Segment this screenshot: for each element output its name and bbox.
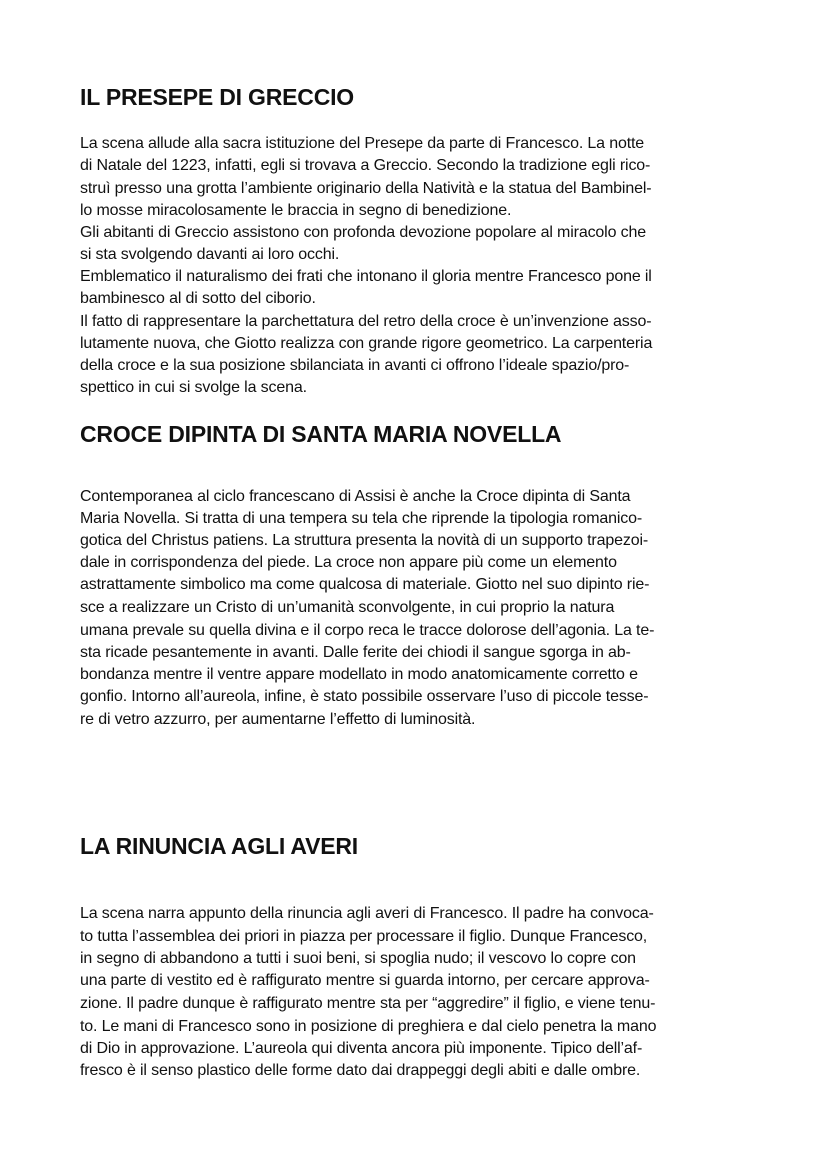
paragraph-line: Il fatto di rappresentare la parchettatura del retro della croce è un’invenzione asso- [80, 313, 652, 330]
paragraph-line: Contemporanea al ciclo francescano di Assisi è anche la Croce dipinta di Santa [80, 488, 631, 505]
paragraph-line: si sta svolgendo davanti ai loro occhi. [80, 246, 340, 263]
paragraph-line: gotica del Christus patiens. La struttura presenta la novità di un supporto trapezoi- [80, 532, 649, 549]
paragraph-line: fresco è il senso plastico delle forme dato dai drappeggi degli abiti e dalle ombre. [80, 1062, 641, 1079]
paragraph-line: dale in corrispondenza del piede. La croce non appare più come un elemento [80, 554, 617, 571]
paragraph-line: re di vetro azzurro, per aumentarne l’effetto di luminosità. [80, 711, 476, 728]
paragraph-line: Maria Novella. Si tratta di una tempera su tela che riprende la tipologia romanico- [80, 510, 643, 527]
paragraph-line: umana prevale su quella divina e il corpo reca le tracce dolorose dell’agonia. La te- [80, 622, 655, 639]
paragraph-line: di Natale del 1223, infatti, egli si trovava a Greccio. Secondo la tradizione egli rico- [80, 157, 651, 174]
paragraph-line: lo mosse miracolosamente le braccia in segno di benedizione. [80, 202, 512, 219]
paragraph-line: in segno di abbandono a tutti i suoi beni, si spoglia nudo; il vescovo lo copre con [80, 950, 636, 967]
paragraph-line: una parte di vestito ed è raffigurato mentre si guarda intorno, per cercare approva- [80, 972, 650, 989]
paragraph-line: Gli abitanti di Greccio assistono con profonda devozione popolare al miracolo che [80, 224, 646, 241]
paragraph-line: to. Le mani di Francesco sono in posizione di preghiera e dal cielo penetra la mano [80, 1018, 657, 1035]
paragraph-line: Emblematico il naturalismo dei frati che intonano il gloria mentre Francesco pone il [80, 268, 652, 285]
section-title: IL PRESEPE DI GRECCIO [80, 84, 354, 110]
paragraph-line: astrattamente simbolico ma come qualcosa di materiale. Giotto nel suo dipinto rie- [80, 576, 650, 593]
paragraph-line: di Dio in approvazione. L’aureola qui diventa ancora più imponente. Tipico dell’af- [80, 1040, 643, 1057]
paragraph-line: bondanza mentre il ventre appare modellato in modo anatomicamente corretto e [80, 666, 638, 683]
paragraph-line: to tutta l’assemblea dei priori in piazza per processare il figlio. Dunque Francesco, [80, 928, 648, 945]
paragraph-line: sce a realizzare un Cristo di un’umanità sconvolgente, in cui proprio la natura [80, 599, 615, 616]
paragraph-line: struì presso una grotta l’ambiente originario della Natività e la statua del Bambinel- [80, 180, 652, 197]
section-title: CROCE DIPINTA DI SANTA MARIA NOVELLA [80, 421, 562, 447]
paragraph-line: La scena narra appunto della rinuncia agli averi di Francesco. Il padre ha convoca- [80, 905, 654, 922]
paragraph-line: sta ricade pesantemente in avanti. Dalle ferite dei chiodi il sangue sgorga in ab- [80, 644, 631, 661]
section-title: LA RINUNCIA AGLI AVERI [80, 833, 358, 859]
paragraph-line: della croce e la sua posizione sbilanciata in avanti ci offrono l’ideale spazio/pro- [80, 357, 630, 374]
paragraph-line: zione. Il padre dunque è raffigurato mentre sta per “aggredire” il figlio, e viene tenu- [80, 995, 656, 1012]
paragraph-line: La scena allude alla sacra istituzione del Presepe da parte di Francesco. La notte [80, 135, 645, 152]
paragraph-line: gonfio. Intorno all’aureola, infine, è stato possibile osservare l’uso di piccole tesse- [80, 688, 649, 705]
paragraph-line: bambinesco al di sotto del ciborio. [80, 290, 316, 307]
paragraph-line: lutamente nuova, che Giotto realizza con grande rigore geometrico. La carpenteria [80, 335, 653, 352]
paragraph-line: spettico in cui si svolge la scena. [80, 379, 307, 396]
